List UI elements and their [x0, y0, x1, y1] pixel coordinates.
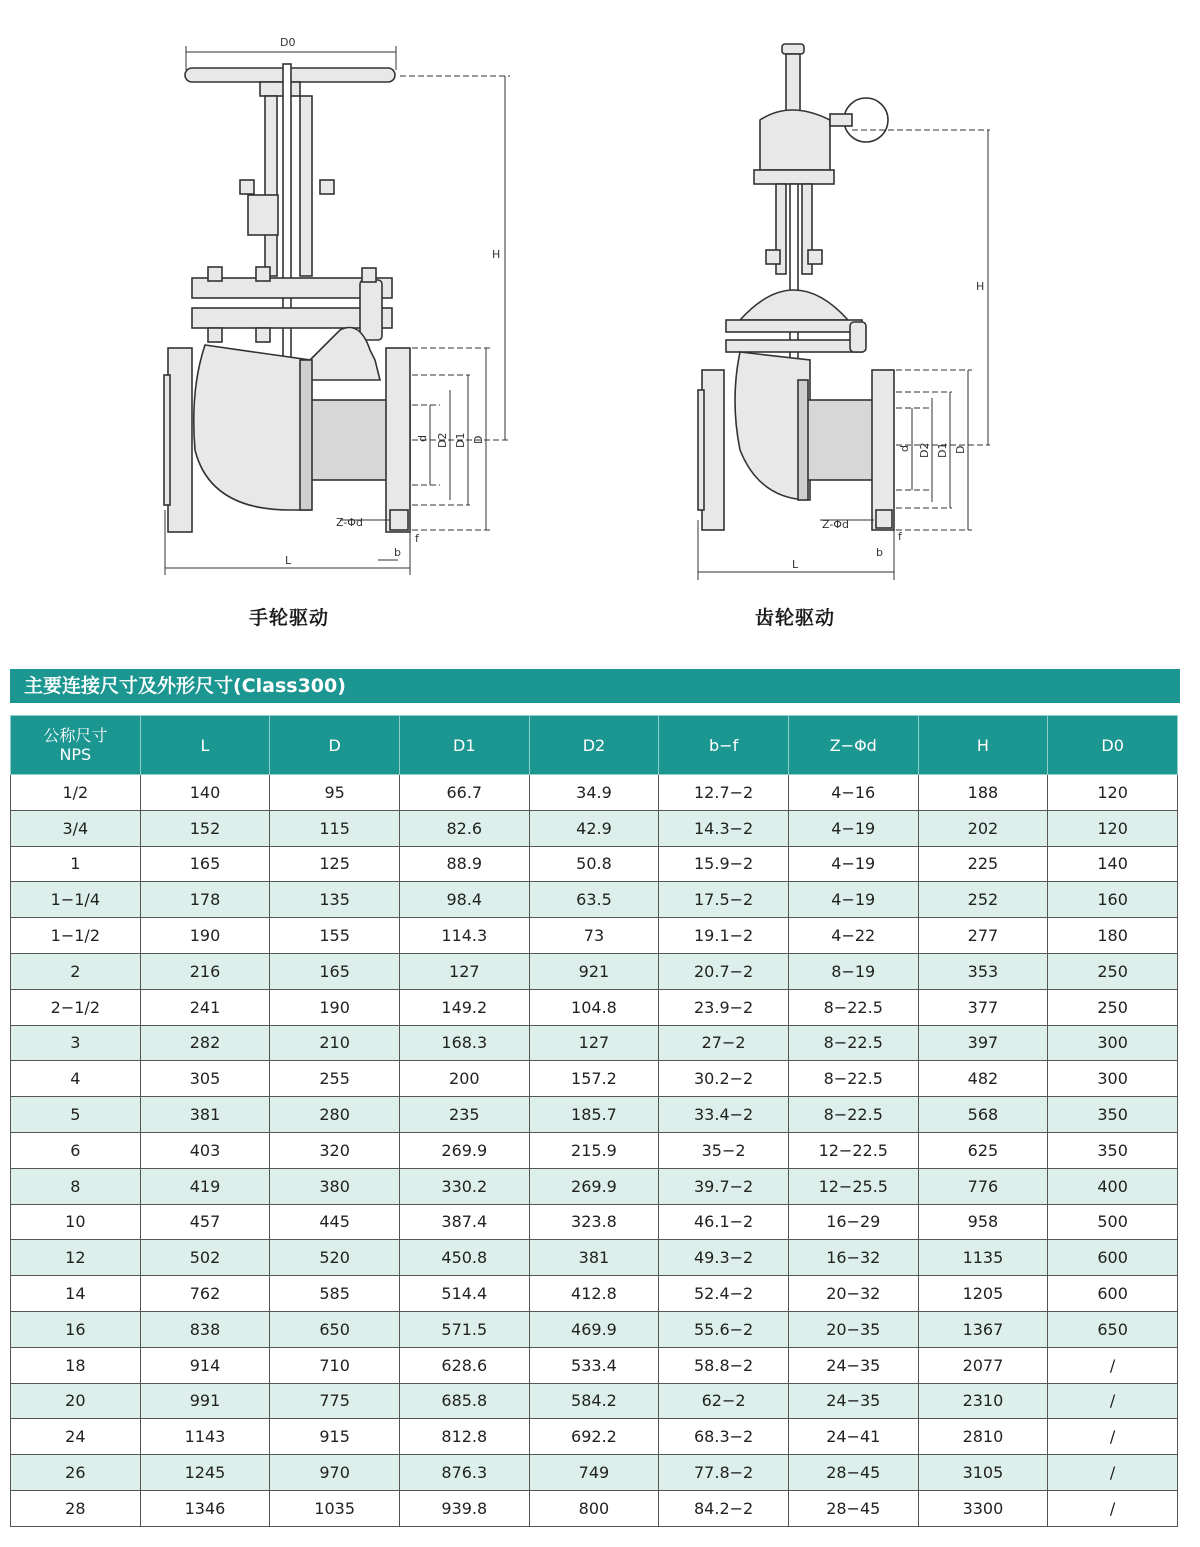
table-cell: 127 — [399, 953, 529, 989]
table-cell: 140 — [1048, 846, 1178, 882]
table-cell: 52.4−2 — [659, 1276, 789, 1312]
table-cell: 2077 — [918, 1347, 1048, 1383]
table-row — [11, 1419, 1178, 1455]
table-cell: 24−35 — [788, 1347, 918, 1383]
table-cell: 152 — [140, 810, 270, 846]
table-cell: 2−1/2 — [11, 989, 141, 1025]
table-cell: 149.2 — [399, 989, 529, 1025]
table-cell: 200 — [399, 1061, 529, 1097]
table-cell: 115 — [270, 810, 400, 846]
table-cell: 255 — [270, 1061, 400, 1097]
label-d-small: d — [898, 445, 911, 452]
label-f: f — [415, 532, 419, 545]
table-cell: 12−22.5 — [788, 1132, 918, 1168]
table-cell: 300 — [1048, 1025, 1178, 1061]
table-cell: 282 — [140, 1025, 270, 1061]
gear-caption: 齿轮驱动 — [755, 607, 836, 629]
header-l: L — [140, 716, 270, 775]
table-cell: 800 — [529, 1490, 659, 1526]
table-row — [11, 1132, 1178, 1168]
label-l: L — [792, 558, 799, 571]
table-cell: 39.7−2 — [659, 1168, 789, 1204]
table-cell: 120 — [1048, 810, 1178, 846]
table-row — [11, 953, 1178, 989]
table-cell: 628.6 — [399, 1347, 529, 1383]
table-cell: 3300 — [918, 1490, 1048, 1526]
table-cell: 16 — [11, 1311, 141, 1347]
table-cell: 140 — [140, 775, 270, 811]
table-cell: 215.9 — [529, 1132, 659, 1168]
table-row — [11, 1061, 1178, 1097]
table-cell: 188 — [918, 775, 1048, 811]
table-cell: 190 — [270, 989, 400, 1025]
table-cell: 1 — [11, 846, 141, 882]
table-cell: 235 — [399, 1097, 529, 1133]
table-cell: 12.7−2 — [659, 775, 789, 811]
table-cell: 28 — [11, 1490, 141, 1526]
table-cell: 403 — [140, 1132, 270, 1168]
table-cell: 1346 — [140, 1490, 270, 1526]
table-cell: 3/4 — [11, 810, 141, 846]
table-cell: 20−35 — [788, 1311, 918, 1347]
table-cell: 600 — [1048, 1240, 1178, 1276]
table-cell: 19.1−2 — [659, 918, 789, 954]
table-cell: 185.7 — [529, 1097, 659, 1133]
table-cell: 24−41 — [788, 1419, 918, 1455]
table-cell: 14 — [11, 1276, 141, 1312]
handwheel-valve-drawing — [150, 30, 670, 620]
table-cell: 3 — [11, 1025, 141, 1061]
table-cell: 500 — [1048, 1204, 1178, 1240]
table-cell: / — [1048, 1455, 1178, 1491]
label-d1: D1 — [454, 432, 467, 448]
table-cell: 350 — [1048, 1097, 1178, 1133]
table-cell: 8−22.5 — [788, 1025, 918, 1061]
table-cell: 5 — [11, 1097, 141, 1133]
table-cell: 650 — [270, 1311, 400, 1347]
table-cell: 27−2 — [659, 1025, 789, 1061]
table-cell: 585 — [270, 1276, 400, 1312]
table-cell: 419 — [140, 1168, 270, 1204]
table-cell: 8−22.5 — [788, 989, 918, 1025]
table-cell: 1/2 — [11, 775, 141, 811]
table-cell: 168.3 — [399, 1025, 529, 1061]
table-row — [11, 1025, 1178, 1061]
label-b: b — [394, 546, 401, 559]
table-cell: 42.9 — [529, 810, 659, 846]
table-cell: 18 — [11, 1347, 141, 1383]
table-row — [11, 810, 1178, 846]
table-cell: 30.2−2 — [659, 1061, 789, 1097]
table-cell: 710 — [270, 1347, 400, 1383]
table-cell: 876.3 — [399, 1455, 529, 1491]
table-row — [11, 1276, 1178, 1312]
table-cell: 165 — [270, 953, 400, 989]
table-cell: 202 — [918, 810, 1048, 846]
table-cell: 1035 — [270, 1490, 400, 1526]
label-d1: D1 — [936, 442, 949, 458]
table-cell: 571.5 — [399, 1311, 529, 1347]
table-cell: 650 — [1048, 1311, 1178, 1347]
table-cell: / — [1048, 1347, 1178, 1383]
table-cell: 210 — [270, 1025, 400, 1061]
table-cell: 10 — [11, 1204, 141, 1240]
table-cell: 4−16 — [788, 775, 918, 811]
table-cell: 280 — [270, 1097, 400, 1133]
table-row — [11, 1097, 1178, 1133]
label-d-large: D — [954, 445, 967, 454]
table-cell: 15.9−2 — [659, 846, 789, 882]
table-cell: 98.4 — [399, 882, 529, 918]
table-cell: 2810 — [918, 1419, 1048, 1455]
table-cell: 958 — [918, 1204, 1048, 1240]
table-cell: 14.3−2 — [659, 810, 789, 846]
table-row — [11, 1347, 1178, 1383]
table-cell: 16−32 — [788, 1240, 918, 1276]
table-cell: 165 — [140, 846, 270, 882]
table-cell: 915 — [270, 1419, 400, 1455]
label-b: b — [876, 546, 883, 559]
table-body — [11, 775, 1178, 1527]
table-cell: 514.4 — [399, 1276, 529, 1312]
label-l: L — [285, 554, 292, 567]
table-row — [11, 775, 1178, 811]
table-cell: 323.8 — [529, 1204, 659, 1240]
table-row — [11, 1168, 1178, 1204]
table-cell: 58.8−2 — [659, 1347, 789, 1383]
table-cell: 4−19 — [788, 846, 918, 882]
table-row — [11, 989, 1178, 1025]
table-header-row — [11, 716, 1178, 775]
table-cell: 412.8 — [529, 1276, 659, 1312]
table-cell: 120 — [1048, 775, 1178, 811]
table-cell: 160 — [1048, 882, 1178, 918]
table-cell: 135 — [270, 882, 400, 918]
table-row — [11, 1490, 1178, 1526]
dimensions-table — [10, 715, 1178, 1527]
table-cell: 584.2 — [529, 1383, 659, 1419]
table-cell: 35−2 — [659, 1132, 789, 1168]
table-cell: 23.9−2 — [659, 989, 789, 1025]
table-cell: 127 — [529, 1025, 659, 1061]
table-cell: 125 — [270, 846, 400, 882]
table-cell: 812.8 — [399, 1419, 529, 1455]
table-cell: 381 — [529, 1240, 659, 1276]
table-cell: / — [1048, 1419, 1178, 1455]
table-cell: 4−19 — [788, 810, 918, 846]
table-cell: 66.7 — [399, 775, 529, 811]
drawings-area — [0, 0, 1200, 660]
table-cell: 387.4 — [399, 1204, 529, 1240]
table-cell: 24 — [11, 1419, 141, 1455]
table-cell: 775 — [270, 1383, 400, 1419]
table-cell: 114.3 — [399, 918, 529, 954]
table-row — [11, 918, 1178, 954]
table-cell: 216 — [140, 953, 270, 989]
table-cell: 62−2 — [659, 1383, 789, 1419]
label-d0: D0 — [280, 36, 296, 49]
table-cell: 502 — [140, 1240, 270, 1276]
table-cell: 1143 — [140, 1419, 270, 1455]
table-cell: 4 — [11, 1061, 141, 1097]
table-cell: 95 — [270, 775, 400, 811]
table-cell: 330.2 — [399, 1168, 529, 1204]
header-b-f: b−f — [659, 716, 789, 775]
table-cell: 77.8−2 — [659, 1455, 789, 1491]
table-cell: 28−45 — [788, 1490, 918, 1526]
table-cell: 6 — [11, 1132, 141, 1168]
table-cell: 82.6 — [399, 810, 529, 846]
table-cell: 397 — [918, 1025, 1048, 1061]
table-cell: 84.2−2 — [659, 1490, 789, 1526]
table-cell: 776 — [918, 1168, 1048, 1204]
table-cell: 762 — [140, 1276, 270, 1312]
table-cell: 50.8 — [529, 846, 659, 882]
table-cell: 269.9 — [399, 1132, 529, 1168]
table-cell: 685.8 — [399, 1383, 529, 1419]
table-cell: 24−35 — [788, 1383, 918, 1419]
label-d-large: D — [472, 435, 485, 444]
table-cell: 178 — [140, 882, 270, 918]
table-cell: 155 — [270, 918, 400, 954]
table-cell: 939.8 — [399, 1490, 529, 1526]
header-nps-line2: NPS — [59, 745, 92, 764]
table-cell: 970 — [270, 1455, 400, 1491]
label-f: f — [898, 530, 902, 543]
table-cell: 469.9 — [529, 1311, 659, 1347]
table-cell: 1−1/4 — [11, 882, 141, 918]
table-cell: 8−19 — [788, 953, 918, 989]
header-z-phi-d: Z−Φd — [788, 716, 918, 775]
label-h: H — [492, 248, 501, 261]
table-cell: 55.6−2 — [659, 1311, 789, 1347]
table-cell: 381 — [140, 1097, 270, 1133]
table-cell: 20−32 — [788, 1276, 918, 1312]
table-cell: 8 — [11, 1168, 141, 1204]
table-cell: 380 — [270, 1168, 400, 1204]
label-z-phi-d: Z-Φd — [336, 516, 363, 529]
table-cell: 300 — [1048, 1061, 1178, 1097]
table-cell: 26 — [11, 1455, 141, 1491]
table-cell: 1205 — [918, 1276, 1048, 1312]
label-h: H — [976, 280, 985, 293]
table-cell: / — [1048, 1490, 1178, 1526]
table-cell: 2310 — [918, 1383, 1048, 1419]
table-cell: 157.2 — [529, 1061, 659, 1097]
table-cell: 692.2 — [529, 1419, 659, 1455]
table-cell: 914 — [140, 1347, 270, 1383]
table-cell: 445 — [270, 1204, 400, 1240]
table-cell: 305 — [140, 1061, 270, 1097]
table-cell: / — [1048, 1383, 1178, 1419]
table-cell: 34.9 — [529, 775, 659, 811]
table-cell: 450.8 — [399, 1240, 529, 1276]
table-cell: 4−19 — [788, 882, 918, 918]
header-nps-line1: 公称尺寸 — [43, 726, 108, 745]
section-title: 主要连接尺寸及外形尺寸(Class300) — [10, 669, 1180, 703]
table-cell: 250 — [1048, 989, 1178, 1025]
label-d2: D2 — [436, 432, 449, 448]
table-row — [11, 882, 1178, 918]
label-d2: D2 — [918, 442, 931, 458]
table-row — [11, 846, 1178, 882]
label-d-small: d — [416, 435, 429, 442]
table-cell: 838 — [140, 1311, 270, 1347]
table-cell: 350 — [1048, 1132, 1178, 1168]
table-row — [11, 1311, 1178, 1347]
table-cell: 568 — [918, 1097, 1048, 1133]
table-cell: 991 — [140, 1383, 270, 1419]
table-cell: 520 — [270, 1240, 400, 1276]
table-cell: 225 — [918, 846, 1048, 882]
table-cell: 3105 — [918, 1455, 1048, 1491]
table-cell: 241 — [140, 989, 270, 1025]
table-cell: 1245 — [140, 1455, 270, 1491]
table-row — [11, 1383, 1178, 1419]
gear-valve-drawing — [690, 40, 1010, 600]
handwheel-caption: 手轮驱动 — [249, 607, 330, 629]
table-cell: 921 — [529, 953, 659, 989]
table-cell: 4−22 — [788, 918, 918, 954]
table-cell: 12−25.5 — [788, 1168, 918, 1204]
table-cell: 88.9 — [399, 846, 529, 882]
table-cell: 8−22.5 — [788, 1097, 918, 1133]
table-cell: 600 — [1048, 1276, 1178, 1312]
table-cell: 8−22.5 — [788, 1061, 918, 1097]
header-nps — [11, 716, 141, 775]
table-cell: 482 — [918, 1061, 1048, 1097]
table-cell: 28−45 — [788, 1455, 918, 1491]
table-cell: 12 — [11, 1240, 141, 1276]
header-d: D — [270, 716, 400, 775]
table-row — [11, 1204, 1178, 1240]
table-cell: 353 — [918, 953, 1048, 989]
table-cell: 377 — [918, 989, 1048, 1025]
label-z-phi-d: Z-Φd — [822, 518, 849, 531]
table-cell: 1367 — [918, 1311, 1048, 1347]
table-cell: 46.1−2 — [659, 1204, 789, 1240]
header-d0: D0 — [1048, 716, 1178, 775]
table-cell: 68.3−2 — [659, 1419, 789, 1455]
table-cell: 20.7−2 — [659, 953, 789, 989]
table-cell: 457 — [140, 1204, 270, 1240]
table-row — [11, 1455, 1178, 1491]
table-cell: 749 — [529, 1455, 659, 1491]
table-cell: 16−29 — [788, 1204, 918, 1240]
table-cell: 252 — [918, 882, 1048, 918]
table-cell: 533.4 — [529, 1347, 659, 1383]
table-cell: 17.5−2 — [659, 882, 789, 918]
table-cell: 320 — [270, 1132, 400, 1168]
table-cell: 1135 — [918, 1240, 1048, 1276]
header-d2: D2 — [529, 716, 659, 775]
table-cell: 49.3−2 — [659, 1240, 789, 1276]
table-cell: 625 — [918, 1132, 1048, 1168]
table-row — [11, 1240, 1178, 1276]
header-d1: D1 — [399, 716, 529, 775]
table-cell: 180 — [1048, 918, 1178, 954]
table-cell: 104.8 — [529, 989, 659, 1025]
table-cell: 1−1/2 — [11, 918, 141, 954]
table-cell: 2 — [11, 953, 141, 989]
table-cell: 277 — [918, 918, 1048, 954]
table-cell: 73 — [529, 918, 659, 954]
table-cell: 269.9 — [529, 1168, 659, 1204]
table-cell: 33.4−2 — [659, 1097, 789, 1133]
table-cell: 63.5 — [529, 882, 659, 918]
table-cell: 250 — [1048, 953, 1178, 989]
table-cell: 190 — [140, 918, 270, 954]
header-h: H — [918, 716, 1048, 775]
table-cell: 400 — [1048, 1168, 1178, 1204]
table-cell: 20 — [11, 1383, 141, 1419]
